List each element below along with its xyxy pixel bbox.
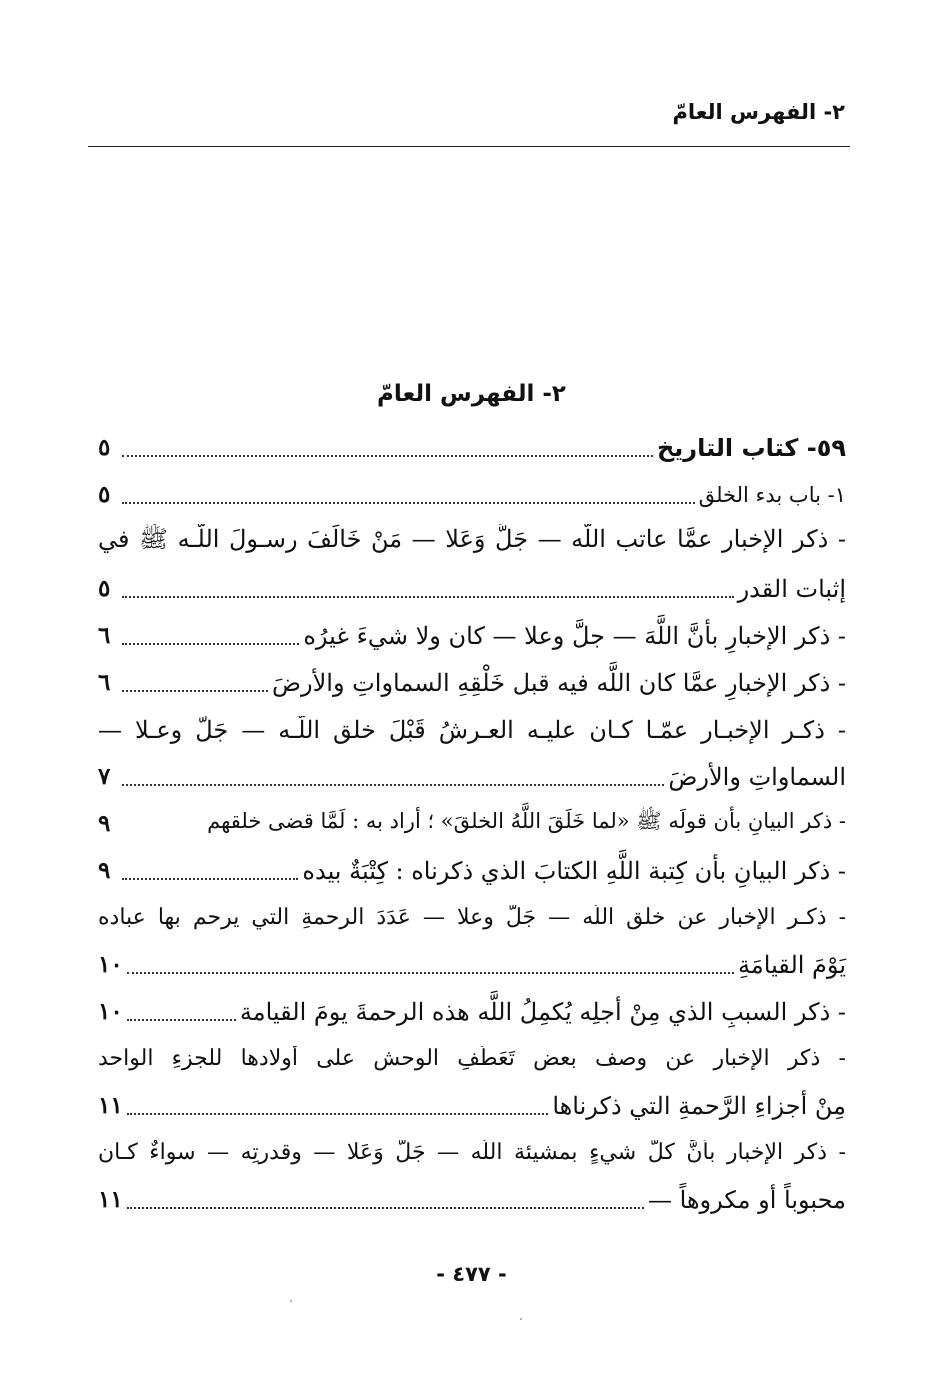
header-rule [88,146,850,147]
dot-leader [122,878,298,880]
page-ref: ١١ [98,1092,123,1119]
page-ref: ٥ [98,434,111,461]
toc-entry-line [98,753,846,800]
toc-entry-line [98,1176,846,1223]
page-number: - ٤٧٧ - [436,1262,507,1286]
running-header: ٢- الفهرس العامّ [672,100,845,124]
page-ref: ٦ [98,622,111,649]
dot-leader [122,643,299,645]
toc-entry-line [98,1129,846,1176]
toc-entry-line [98,800,846,847]
toc-entry-line [98,659,846,706]
dot-leader [127,1207,644,1209]
toc-entry-line [98,612,846,659]
entry-text: - ذكر السببِ الذي مِنْ أجلِه يُكمِلُ اللَّه هذه الرحمةَ يومَ القيامة [239,997,846,1026]
entry-text: - ذكـر الإخبارِ عن خلق اللَّه — جَلَّ وعلا — عَدَدَ الرحمةِ التي يرحم بها عباده [98,905,846,930]
entry-text: - ذكر الإخبار بأنَّ كلَّ شيءٍ بمشيئة اللَّه — جَلَّ وَعَلا — وقدرتِه — سواءٌ كـان [98,1140,846,1165]
toc-entry-chapter [98,471,846,518]
dot-leader [127,1019,236,1021]
entry-text: - ذكـر الإخبـار عمّـا كـان عليـه العـرشُ قَبْلَ خلقِ اللَّـه — جَلَّ وعـلا — [98,715,846,744]
page-ref: ١١ [98,1186,123,1213]
entry-text: إثبات القدر [737,574,846,603]
dot-leader [122,690,268,692]
entry-text: مِنْ أجزاءِ الرَّحمةِ التي ذكرناها [552,1091,846,1120]
dot-leader [122,455,653,457]
toc-entry-line [98,894,846,941]
toc-entry-book-history [98,424,846,471]
toc-entry-line [98,706,846,753]
entry-text: ٥٩- كتاب التاريخ [656,433,846,462]
page-ref: ٦ [98,669,111,696]
page-ref: ٥ [98,575,111,602]
entry-text: السماواتِ والأرضَ [668,762,846,791]
page-ref: ١٠ [98,998,123,1025]
toc-entry-line [98,518,846,565]
page-ref: ٩ [98,810,111,837]
page-ref: ٧ [98,763,111,790]
section-title: ٢- الفهرس العامّ [377,381,566,407]
entry-text: - ذكر الإخبار عن وصف بعضِ تَعَطُّفِ الوحشِ على أولادها للجزءِ الواحد [98,1046,846,1071]
toc-entry-line [98,565,846,612]
entry-text: ١- باب بدء الخلق [698,482,846,507]
dot-leader [122,502,695,504]
entry-text: يَوْمَ القيامَةِ [738,950,846,979]
toc-entry-line [98,941,846,988]
entry-text: محبوباً أو مكروهاً — [647,1185,846,1214]
toc-entry-line [98,988,846,1035]
entry-text: - ذكر البيانِ بأن قولَه ﷺ «لما خَلَقَ اللَّهُ الخلقَ» ؛ أراد به : لَمَّا قضى خلقهم [207,809,846,833]
entry-text: - ذكر الإخبار عمَّا عاتب اللَّه — جَلَّ وَعَلا — مَنْ خَالَفَ رسـولَ اللَّـه ﷺ في [98,525,846,553]
dot-leader [127,1113,549,1115]
toc-entry-line [98,1035,846,1082]
scan-speck [520,1318,522,1320]
entry-text: - ذكر البيانِ بأن كِتبة اللَّهِ الكتابَ الذي ذكرناه : كِتْبَةٌ بيده [302,856,846,885]
toc-entry-line [98,847,846,894]
dot-leader [122,596,734,598]
dot-leader [127,972,734,974]
page-ref: ١٠ [98,951,123,978]
entry-text: - ذكر الإخبارِ بأنَّ اللَّهَ — جلَّ وعلا — كان ولا شيءَ غيرُه [303,621,846,650]
toc-entry-line [98,1082,846,1129]
table-of-contents [98,424,846,1223]
scan-speck [290,1300,292,1302]
dot-leader [122,784,664,786]
page-ref: ٥ [98,481,111,508]
entry-text: - ذكر الإخبارِ عمَّا كان اللَّه فيه قبل خَلْقِهِ السماواتِ والأرضَ [272,668,846,697]
page-ref: ٩ [98,857,111,884]
